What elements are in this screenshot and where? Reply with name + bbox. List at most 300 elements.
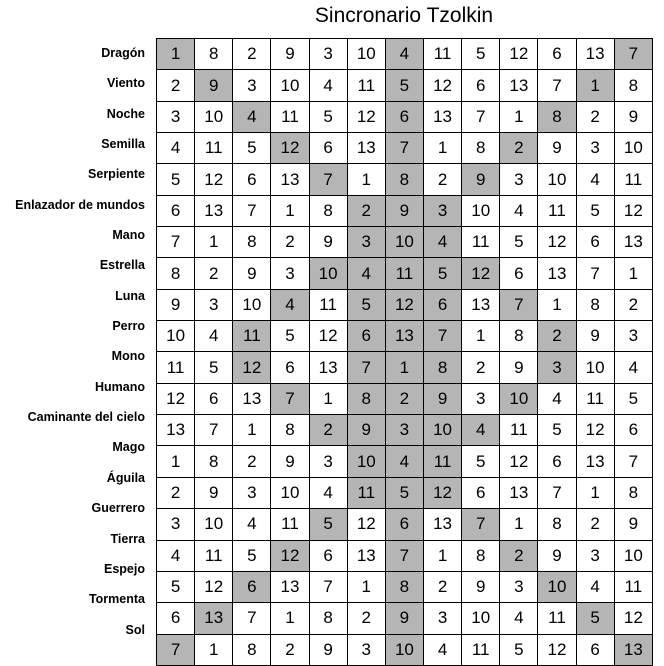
grid-cell: 4 [157, 133, 195, 164]
grid-cell: 3 [462, 383, 500, 414]
grid-cell: 3 [500, 571, 538, 602]
grid-cell: 1 [347, 164, 385, 195]
grid-cell: 13 [462, 289, 500, 320]
row-label: Sol [125, 622, 145, 637]
grid-cell: 6 [423, 289, 461, 320]
grid-cell: 11 [385, 258, 423, 289]
grid-cell: 9 [385, 195, 423, 226]
grid-cell: 10 [157, 321, 195, 352]
grid-cell: 10 [385, 227, 423, 258]
row-label: Estrella [99, 258, 145, 273]
grid-cell: 4 [500, 195, 538, 226]
grid-cell: 6 [347, 321, 385, 352]
grid-cell: 9 [462, 571, 500, 602]
grid-cell: 9 [271, 39, 309, 70]
grid-cell: 4 [538, 383, 576, 414]
grid-cell: 5 [462, 446, 500, 477]
table-row [157, 415, 653, 446]
grid-cell: 3 [614, 321, 652, 352]
grid-cell: 6 [157, 195, 195, 226]
grid-cell: 7 [576, 258, 614, 289]
grid-cell: 2 [385, 383, 423, 414]
grid-cell: 6 [500, 258, 538, 289]
grid-cell: 2 [157, 70, 195, 101]
grid-cell: 4 [347, 258, 385, 289]
grid-cell: 12 [614, 603, 652, 634]
grid-cell: 7 [309, 571, 347, 602]
grid-cell: 5 [385, 70, 423, 101]
table-row [157, 195, 653, 226]
grid-cell: 3 [576, 133, 614, 164]
grid-cell: 12 [271, 133, 309, 164]
grid-cell: 6 [538, 39, 576, 70]
grid-cell: 4 [385, 39, 423, 70]
grid-cell: 4 [195, 321, 233, 352]
grid-cell: 7 [423, 321, 461, 352]
row-labels [0, 38, 152, 645]
grid-cell: 11 [271, 509, 309, 540]
grid-cell: 2 [614, 289, 652, 320]
grid-cell: 12 [500, 39, 538, 70]
grid-cell: 11 [500, 415, 538, 446]
row-label: Caminante del cielo [27, 410, 145, 425]
grid-cell: 7 [157, 227, 195, 258]
grid-cell: 11 [347, 477, 385, 508]
grid-cell: 12 [462, 258, 500, 289]
grid-cell: 11 [157, 352, 195, 383]
grid-cell: 3 [233, 477, 271, 508]
grid-cell: 3 [271, 258, 309, 289]
grid-cell: 11 [462, 634, 500, 665]
grid-cell: 1 [614, 258, 652, 289]
grid-cell: 13 [157, 415, 195, 446]
grid-cell: 1 [462, 321, 500, 352]
table-row [157, 540, 653, 571]
table-row [157, 571, 653, 602]
grid-cell: 8 [271, 415, 309, 446]
grid-cell: 10 [233, 289, 271, 320]
grid-cell: 12 [576, 415, 614, 446]
grid-cell: 11 [271, 101, 309, 132]
grid-cell: 3 [423, 603, 461, 634]
grid-cell: 9 [576, 321, 614, 352]
grid-cell: 4 [576, 571, 614, 602]
grid-cell: 8 [538, 101, 576, 132]
table-row [157, 477, 653, 508]
table-row [157, 39, 653, 70]
grid-cell: 10 [462, 195, 500, 226]
grid-cell: 9 [423, 383, 461, 414]
row-label: Luna [115, 288, 145, 303]
grid-cell: 1 [576, 70, 614, 101]
row-label: Noche [106, 106, 145, 121]
grid-cell: 6 [614, 415, 652, 446]
grid-cell: 12 [423, 70, 461, 101]
grid-cell: 8 [309, 195, 347, 226]
grid-cell: 9 [538, 540, 576, 571]
grid-cell: 12 [233, 352, 271, 383]
grid-cell: 8 [195, 446, 233, 477]
grid-cell: 13 [271, 164, 309, 195]
row-label: Guerrero [91, 501, 145, 516]
grid-cell: 2 [500, 540, 538, 571]
grid-cell: 9 [233, 258, 271, 289]
grid-cell: 11 [423, 446, 461, 477]
grid-cell: 12 [538, 227, 576, 258]
grid-cell: 4 [309, 70, 347, 101]
grid-cell: 11 [233, 321, 271, 352]
grid-cell: 5 [347, 289, 385, 320]
grid-cell: 8 [423, 352, 461, 383]
grid-cell: 6 [233, 571, 271, 602]
grid-cell: 1 [423, 540, 461, 571]
grid-cell: 1 [271, 195, 309, 226]
grid-cell: 10 [271, 70, 309, 101]
grid-cell: 3 [576, 540, 614, 571]
grid-cell: 13 [233, 383, 271, 414]
grid-cell: 9 [195, 477, 233, 508]
row-label: Águila [106, 470, 145, 485]
table-row [157, 70, 653, 101]
row-label: Tormenta [88, 592, 145, 607]
grid-cell: 2 [576, 509, 614, 540]
grid-cell: 11 [614, 164, 652, 195]
grid-cell: 9 [614, 101, 652, 132]
grid-cell: 13 [614, 634, 652, 665]
grid-cell: 1 [423, 133, 461, 164]
grid-cell: 8 [462, 133, 500, 164]
row-label: Perro [112, 319, 145, 334]
grid-cell: 8 [233, 634, 271, 665]
grid-cell: 2 [195, 258, 233, 289]
grid-cell: 5 [309, 509, 347, 540]
grid-cell: 12 [538, 634, 576, 665]
grid-cell: 12 [309, 321, 347, 352]
grid-cell: 2 [271, 634, 309, 665]
grid-cell: 7 [614, 39, 652, 70]
grid-cell: 3 [233, 70, 271, 101]
grid-cell: 3 [157, 509, 195, 540]
grid-cell: 2 [233, 446, 271, 477]
grid-cell: 5 [500, 634, 538, 665]
grid-cell: 11 [423, 39, 461, 70]
grid-cell: 4 [271, 289, 309, 320]
grid-cell: 4 [157, 540, 195, 571]
grid-cell: 6 [462, 70, 500, 101]
grid-cell: 10 [309, 258, 347, 289]
grid-cell: 4 [576, 164, 614, 195]
grid-cell: 10 [195, 509, 233, 540]
grid-cell: 7 [157, 634, 195, 665]
grid-cell: 8 [347, 383, 385, 414]
grid-cell: 10 [576, 352, 614, 383]
grid-cell: 8 [157, 258, 195, 289]
grid-cell: 9 [500, 352, 538, 383]
grid-cell: 9 [157, 289, 195, 320]
grid-cell: 11 [462, 227, 500, 258]
grid-cell: 2 [500, 133, 538, 164]
table-row [157, 509, 653, 540]
grid-cell: 5 [576, 603, 614, 634]
grid-cell: 1 [233, 415, 271, 446]
grid-cell: 13 [576, 446, 614, 477]
grid-cell: 13 [385, 321, 423, 352]
grid-cell: 10 [538, 164, 576, 195]
grid-cell: 8 [385, 571, 423, 602]
grid-cell: 5 [614, 383, 652, 414]
table-row [157, 634, 653, 665]
grid-cell: 5 [233, 133, 271, 164]
grid-cell: 8 [462, 540, 500, 571]
grid-cell: 7 [500, 289, 538, 320]
grid-cell: 6 [385, 101, 423, 132]
grid-cell: 12 [385, 289, 423, 320]
grid-cell: 3 [500, 164, 538, 195]
grid-cell: 6 [576, 634, 614, 665]
grid-cell: 8 [195, 39, 233, 70]
grid-cell: 4 [462, 415, 500, 446]
grid-cell: 6 [233, 164, 271, 195]
grid-cell: 12 [157, 383, 195, 414]
grid-cell: 6 [157, 603, 195, 634]
grid-cell: 2 [271, 227, 309, 258]
row-label: Mago [112, 440, 145, 455]
grid-cell: 4 [385, 446, 423, 477]
grid-cell: 13 [195, 603, 233, 634]
grid-cell: 13 [347, 540, 385, 571]
grid-cell: 10 [538, 571, 576, 602]
grid-cell: 10 [614, 133, 652, 164]
row-label: Enlazador de mundos [15, 197, 145, 212]
grid-cell: 12 [614, 195, 652, 226]
row-label: Humano [95, 379, 145, 394]
grid-cell: 10 [385, 634, 423, 665]
grid-cell: 3 [538, 352, 576, 383]
grid-cell: 4 [614, 352, 652, 383]
grid-cell: 9 [614, 509, 652, 540]
grid-cell: 5 [271, 321, 309, 352]
grid-cell: 6 [309, 540, 347, 571]
grid-cell: 6 [195, 383, 233, 414]
grid-cell: 12 [271, 540, 309, 571]
grid-cell: 3 [195, 289, 233, 320]
grid-cell: 11 [195, 133, 233, 164]
grid-cell: 7 [614, 446, 652, 477]
grid-cell: 7 [385, 133, 423, 164]
grid-cell: 6 [576, 227, 614, 258]
grid-cell: 8 [233, 227, 271, 258]
grid-cell: 8 [500, 321, 538, 352]
grid-cell: 9 [385, 603, 423, 634]
grid-cell: 1 [195, 634, 233, 665]
grid-cell: 9 [462, 164, 500, 195]
grid-cell: 11 [195, 540, 233, 571]
grid-cell: 6 [538, 446, 576, 477]
grid-cell: 7 [271, 383, 309, 414]
grid-cell: 9 [271, 446, 309, 477]
grid-cell: 5 [423, 258, 461, 289]
grid-cell: 3 [385, 415, 423, 446]
grid-cell: 9 [309, 227, 347, 258]
grid-cell: 3 [347, 634, 385, 665]
grid-cell: 1 [538, 289, 576, 320]
grid-cell: 5 [157, 164, 195, 195]
grid-cell: 5 [500, 227, 538, 258]
grid-cell: 5 [462, 39, 500, 70]
grid-cell: 4 [233, 101, 271, 132]
grid-cell: 10 [347, 446, 385, 477]
row-label: Semilla [101, 137, 145, 152]
grid-cell: 7 [538, 70, 576, 101]
grid-cell: 2 [233, 39, 271, 70]
grid-cell: 13 [538, 258, 576, 289]
grid-cell: 2 [538, 321, 576, 352]
grid-cell: 1 [157, 446, 195, 477]
grid-cell: 12 [347, 509, 385, 540]
grid-cell: 2 [576, 101, 614, 132]
grid-cell: 2 [347, 603, 385, 634]
grid-cell: 5 [309, 101, 347, 132]
grid-cell: 7 [195, 415, 233, 446]
grid-cell: 4 [423, 634, 461, 665]
tzolkin-grid [156, 38, 653, 666]
table-row [157, 227, 653, 258]
grid-cell: 5 [157, 571, 195, 602]
grid-cell: 6 [271, 352, 309, 383]
grid-cell: 10 [500, 383, 538, 414]
table-row [157, 258, 653, 289]
grid-cell: 3 [347, 227, 385, 258]
grid-cell: 7 [233, 195, 271, 226]
table-row [157, 352, 653, 383]
grid-cell: 12 [347, 101, 385, 132]
grid-cell: 8 [576, 289, 614, 320]
grid-cell: 3 [309, 39, 347, 70]
grid-cell: 6 [385, 509, 423, 540]
grid-cell: 13 [309, 352, 347, 383]
grid-cell: 6 [309, 133, 347, 164]
table-row [157, 101, 653, 132]
grid-cell: 8 [385, 164, 423, 195]
grid-cell: 1 [195, 227, 233, 258]
table-row [157, 133, 653, 164]
grid-cell: 8 [538, 509, 576, 540]
grid-cell: 9 [309, 634, 347, 665]
grid-cell: 11 [538, 603, 576, 634]
grid-cell: 13 [423, 101, 461, 132]
grid-cell: 5 [233, 540, 271, 571]
grid-cell: 1 [385, 352, 423, 383]
grid-cell: 2 [462, 352, 500, 383]
grid-cell: 3 [309, 446, 347, 477]
grid-cell: 8 [614, 477, 652, 508]
grid-cell: 7 [233, 603, 271, 634]
grid-cell: 8 [309, 603, 347, 634]
grid-cell: 4 [309, 477, 347, 508]
grid-cell: 1 [271, 603, 309, 634]
grid-cell: 10 [347, 39, 385, 70]
grid-cell: 7 [385, 540, 423, 571]
grid-cell: 11 [614, 571, 652, 602]
table-row [157, 603, 653, 634]
grid-cell: 9 [538, 133, 576, 164]
grid-cell: 2 [347, 195, 385, 226]
grid-cell: 1 [500, 509, 538, 540]
grid-cell: 10 [462, 603, 500, 634]
grid-cell: 9 [195, 70, 233, 101]
grid-cell: 7 [462, 509, 500, 540]
grid-cell: 10 [195, 101, 233, 132]
grid-cell: 5 [538, 415, 576, 446]
grid-cell: 10 [423, 415, 461, 446]
grid-cell: 12 [423, 477, 461, 508]
grid-cell: 10 [614, 540, 652, 571]
row-label: Mano [112, 228, 145, 243]
grid-cell: 11 [576, 383, 614, 414]
grid-cell: 2 [423, 164, 461, 195]
grid-cell: 1 [347, 571, 385, 602]
grid-cell: 12 [195, 164, 233, 195]
grid-cell: 1 [576, 477, 614, 508]
row-label: Tierra [110, 531, 145, 546]
page-title: Sincronario Tzolkin [314, 4, 494, 27]
table-row [157, 289, 653, 320]
row-label: Viento [107, 76, 145, 91]
grid-cell: 1 [157, 39, 195, 70]
grid-cell: 4 [233, 509, 271, 540]
grid-cell: 7 [538, 477, 576, 508]
grid-cell: 3 [423, 195, 461, 226]
grid-cell: 5 [385, 477, 423, 508]
grid-cell: 13 [500, 477, 538, 508]
grid-cell: 5 [195, 352, 233, 383]
grid-cell: 13 [195, 195, 233, 226]
row-label: Dragón [101, 46, 145, 60]
grid-cell: 8 [614, 70, 652, 101]
grid-cell: 7 [462, 101, 500, 132]
grid-cell: 9 [347, 415, 385, 446]
grid-cell: 13 [500, 70, 538, 101]
grid-cell: 10 [271, 477, 309, 508]
table-row [157, 383, 653, 414]
grid-cell: 4 [500, 603, 538, 634]
grid-cell: 4 [423, 227, 461, 258]
grid-cell: 6 [462, 477, 500, 508]
grid-cell: 3 [157, 101, 195, 132]
grid-cell: 2 [423, 571, 461, 602]
grid-cell: 7 [309, 164, 347, 195]
row-label: Mono [111, 349, 145, 364]
grid-cell: 11 [538, 195, 576, 226]
table-row [157, 164, 653, 195]
row-label: Serpiente [88, 167, 145, 182]
grid-cell: 13 [271, 571, 309, 602]
grid-cell: 11 [347, 70, 385, 101]
grid-cell: 2 [157, 477, 195, 508]
grid-cell: 11 [309, 289, 347, 320]
grid-cell: 13 [576, 39, 614, 70]
grid-cell: 12 [500, 446, 538, 477]
row-label: Espejo [104, 561, 145, 576]
grid-cell: 2 [309, 415, 347, 446]
grid-cell: 7 [347, 352, 385, 383]
table-row [157, 321, 653, 352]
grid-cell: 5 [576, 195, 614, 226]
grid-cell: 13 [614, 227, 652, 258]
grid-cell: 13 [423, 509, 461, 540]
grid-cell: 1 [309, 383, 347, 414]
table-row [157, 446, 653, 477]
